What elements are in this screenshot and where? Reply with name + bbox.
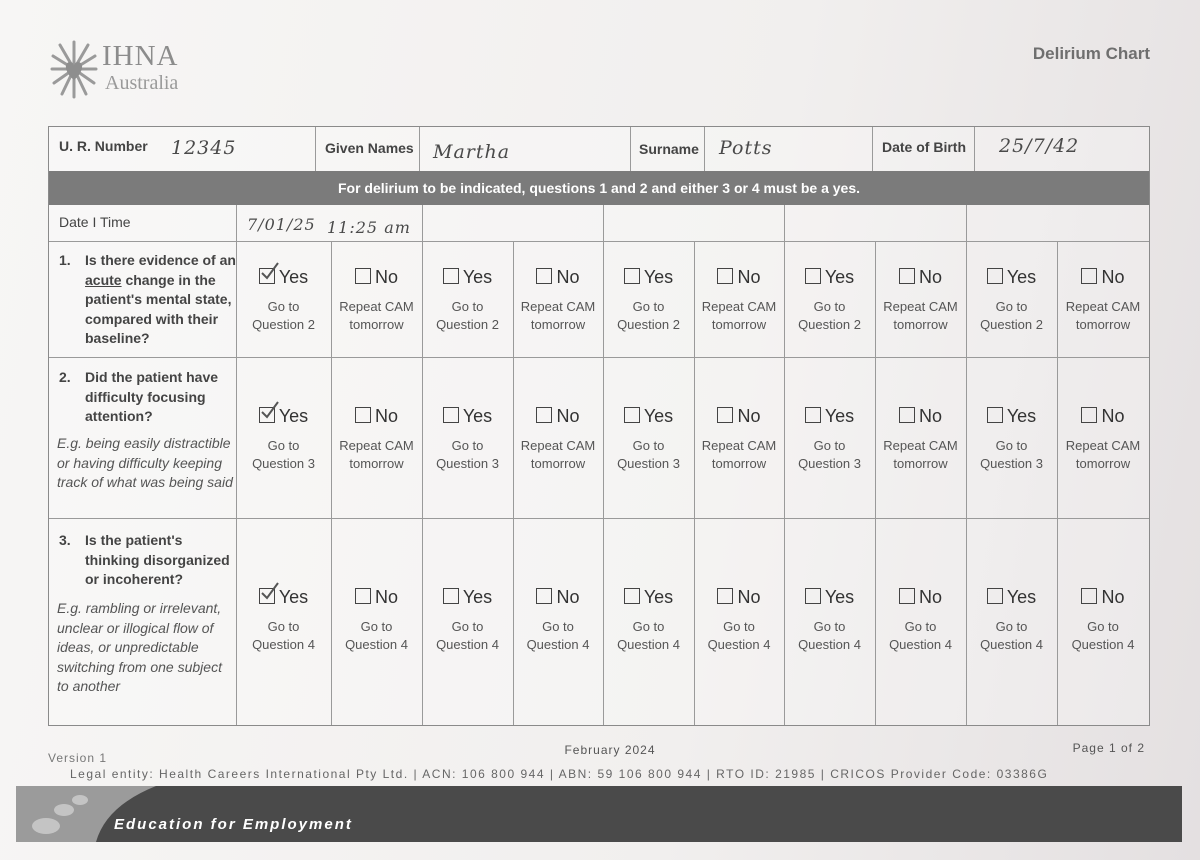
yes-label: Yes xyxy=(824,267,855,287)
question-1-number: 1. xyxy=(59,252,71,268)
instruction-line-1: Go to xyxy=(995,619,1028,634)
q1-col4-no-option xyxy=(875,267,966,333)
instruction-line-2: Question 4 xyxy=(980,636,1043,652)
instruction-line-1: Go to xyxy=(451,619,484,634)
checkbox[interactable] xyxy=(1081,407,1097,423)
question-3-example: E.g. rambling or irrelevant, unclear or illogical flow of ideas, or unpredictable switching from one subject to another xyxy=(57,600,222,694)
yes-label: Yes xyxy=(278,267,309,287)
instruction-line-1: Go to xyxy=(632,619,665,634)
yes-instruction xyxy=(603,298,694,333)
no-instruction xyxy=(331,437,422,472)
no-label: No xyxy=(1101,267,1125,287)
question-3-text: Is the patient's thinking disorganized or incoherent? xyxy=(85,532,230,587)
surname-label: Surname xyxy=(639,141,699,157)
instruction-line-1: Repeat CAM xyxy=(701,299,777,314)
no-instruction xyxy=(331,618,422,653)
instruction-line-2: Question 4 xyxy=(252,636,315,652)
no-label: No xyxy=(556,587,580,607)
checkmark-icon xyxy=(258,400,280,422)
yes-instruction xyxy=(422,618,513,653)
ur-number-label: U. R. Number xyxy=(59,138,148,154)
no-label: No xyxy=(556,406,580,426)
no-choice xyxy=(875,587,966,608)
no-choice xyxy=(331,587,422,608)
no-label: No xyxy=(737,587,761,607)
instruction-line-2: Question 4 xyxy=(889,636,952,652)
surname-value[interactable]: Potts xyxy=(719,137,773,159)
instruction-line-1: Go to xyxy=(723,619,755,634)
date-of-birth-label: Date of Birth xyxy=(882,139,966,155)
question-1-underlined-word: acute xyxy=(85,271,122,288)
q1-col1-yes-option xyxy=(236,267,331,333)
footer-date: February 2024 xyxy=(564,743,656,757)
no-instruction xyxy=(1057,618,1149,653)
yes-instruction xyxy=(422,437,513,472)
no-instruction xyxy=(875,298,966,333)
checkbox[interactable] xyxy=(443,268,459,284)
no-instruction xyxy=(875,437,966,472)
instruction-line-2: Question 2 xyxy=(436,316,499,332)
instruction-line-2: Question 3 xyxy=(436,455,499,471)
instruction-line-2: Question 4 xyxy=(798,636,861,652)
q3-col1-no-option xyxy=(331,587,422,653)
yes-instruction xyxy=(236,437,331,472)
instruction-line-1: Repeat CAM xyxy=(883,299,958,314)
instruction-line-1: Go to xyxy=(995,299,1028,314)
ihna-logo xyxy=(50,38,210,100)
yes-choice xyxy=(236,587,331,608)
no-label: No xyxy=(374,406,398,426)
q1-col1-no-option xyxy=(331,267,422,333)
instruction-line-1: Go to xyxy=(451,438,484,453)
footer-slogan: Education for Employment xyxy=(114,816,353,833)
instruction-line-1: Repeat CAM xyxy=(1065,299,1141,314)
no-choice xyxy=(694,267,784,288)
instruction-line-2: Question 4 xyxy=(345,636,408,652)
checkbox[interactable] xyxy=(355,268,371,284)
yes-choice xyxy=(966,406,1057,427)
checkmark-icon xyxy=(258,581,280,603)
q2-col4-no-option xyxy=(875,406,966,472)
ihna-sunburst-icon xyxy=(50,38,98,100)
yes-label: Yes xyxy=(1006,587,1037,607)
q3-col5-yes-option xyxy=(966,587,1057,653)
instruction-line-2: Question 3 xyxy=(798,455,861,471)
instruction-line-2: Question 2 xyxy=(980,316,1043,332)
checkbox[interactable] xyxy=(805,588,821,604)
yes-instruction xyxy=(603,437,694,472)
yes-choice xyxy=(784,267,875,288)
yes-choice xyxy=(966,587,1057,608)
q1-col2-no-option xyxy=(513,267,603,333)
instruction-line-2: Question 2 xyxy=(617,316,680,332)
q2-col1-no-option xyxy=(331,406,422,472)
question-1-text-start: Is there evidence of an xyxy=(85,252,236,268)
yes-label: Yes xyxy=(643,587,674,607)
legal-entity-line: Legal entity: Health Careers International Pty Ltd. | ACN: 106 800 944 | ABN: 59 106 800 944 | RTO ID: 21985 | CRICOS Provider Code: 03386G xyxy=(70,767,1049,781)
checkbox[interactable] xyxy=(624,407,640,423)
instruction-line-2: Question 3 xyxy=(252,455,315,471)
checkbox[interactable] xyxy=(717,588,733,604)
q3-col3-no-option xyxy=(694,587,784,653)
delirium-form-table xyxy=(48,126,1150,726)
yes-instruction xyxy=(784,298,875,333)
no-instruction xyxy=(1057,437,1149,472)
instruction-line-2: Question 4 xyxy=(617,636,680,652)
instruction-line-1: Go to xyxy=(813,299,846,314)
no-instruction xyxy=(694,437,784,472)
instruction-line-2: tomorrow xyxy=(1075,455,1131,471)
instruction-line-2: Question 2 xyxy=(798,316,861,332)
no-instruction xyxy=(694,618,784,653)
date-of-birth-value[interactable]: 25/7/42 xyxy=(999,135,1080,157)
yes-choice xyxy=(603,587,694,608)
checkbox[interactable] xyxy=(355,588,371,604)
no-instruction xyxy=(513,437,603,472)
instruction-line-1: Go to xyxy=(267,619,300,634)
yes-label: Yes xyxy=(1006,267,1037,287)
yes-choice xyxy=(966,267,1057,288)
instruction-line-2: tomorrow xyxy=(711,316,767,332)
no-choice xyxy=(694,406,784,427)
instruction-line-2: Question 4 xyxy=(436,636,499,652)
checkbox[interactable] xyxy=(536,407,552,423)
no-choice xyxy=(1057,406,1149,427)
instruction-line-2: Question 3 xyxy=(617,455,680,471)
checkbox[interactable] xyxy=(259,268,275,284)
checkmark-icon xyxy=(258,261,280,283)
version-label: Version 1 xyxy=(48,751,108,765)
instruction-banner: For delirium to be indicated, questions 1 and 2 and either 3 or 4 must be a yes. xyxy=(49,171,1149,205)
instruction-line-1: Go to xyxy=(267,299,300,314)
yes-label: Yes xyxy=(643,267,674,287)
instruction-line-2: tomorrow xyxy=(1075,316,1131,332)
instruction-line-2: Question 4 xyxy=(1071,636,1135,652)
yes-choice xyxy=(603,406,694,427)
q3-col4-yes-option xyxy=(784,587,875,653)
yes-label: Yes xyxy=(462,587,493,607)
no-instruction xyxy=(1057,298,1149,333)
no-label: No xyxy=(737,267,761,287)
yes-instruction xyxy=(784,618,875,653)
yes-label: Yes xyxy=(462,267,493,287)
instruction-line-2: tomorrow xyxy=(893,316,948,332)
instruction-line-1: Repeat CAM xyxy=(701,438,777,453)
checkbox[interactable] xyxy=(259,588,275,604)
checkbox[interactable] xyxy=(624,588,640,604)
instruction-line-2: Question 3 xyxy=(980,455,1043,471)
q2-col2-yes-option xyxy=(422,406,513,472)
q2-col3-yes-option xyxy=(603,406,694,472)
q3-col1-yes-option xyxy=(236,587,331,653)
no-label: No xyxy=(737,406,761,426)
yes-instruction xyxy=(966,298,1057,333)
instruction-line-1: Go to xyxy=(1087,619,1119,634)
no-label: No xyxy=(1101,406,1125,426)
yes-choice xyxy=(784,587,875,608)
checkbox[interactable] xyxy=(355,407,371,423)
no-choice xyxy=(513,587,603,608)
yes-choice xyxy=(236,406,331,427)
checkbox[interactable] xyxy=(899,407,915,423)
question-1-text xyxy=(85,251,240,349)
yes-instruction xyxy=(422,298,513,333)
checkbox[interactable] xyxy=(536,588,552,604)
no-choice xyxy=(1057,587,1149,608)
date-entry[interactable]: 7/01/25 xyxy=(247,215,316,234)
instruction-line-1: Go to xyxy=(632,299,665,314)
q2-col2-no-option xyxy=(513,406,603,472)
question-3-number: 3. xyxy=(59,532,71,548)
no-label: No xyxy=(374,587,398,607)
question-2-number: 2. xyxy=(59,369,71,385)
q1-col3-no-option xyxy=(694,267,784,333)
given-names-value[interactable]: Martha xyxy=(433,141,511,163)
no-instruction xyxy=(875,618,966,653)
checkbox[interactable] xyxy=(805,407,821,423)
checkbox[interactable] xyxy=(805,268,821,284)
yes-label: Yes xyxy=(824,406,855,426)
yes-instruction xyxy=(236,618,331,653)
no-choice xyxy=(513,406,603,427)
yes-label: Yes xyxy=(278,406,309,426)
yes-choice xyxy=(603,267,694,288)
no-choice xyxy=(875,406,966,427)
yes-label: Yes xyxy=(462,406,493,426)
no-instruction xyxy=(694,298,784,333)
q3-col4-no-option xyxy=(875,587,966,653)
q2-col3-no-option xyxy=(694,406,784,472)
instruction-line-1: Repeat CAM xyxy=(1065,438,1141,453)
checkbox[interactable] xyxy=(443,407,459,423)
instruction-line-2: Question 4 xyxy=(707,636,771,652)
checkbox[interactable] xyxy=(899,588,915,604)
checkbox[interactable] xyxy=(1081,268,1097,284)
instruction-line-2: Question 4 xyxy=(526,636,590,652)
time-entry[interactable]: 11:25 am xyxy=(327,218,411,237)
instruction-line-1: Repeat CAM xyxy=(520,299,596,314)
checkbox[interactable] xyxy=(987,407,1003,423)
instruction-line-1: Go to xyxy=(813,438,846,453)
yes-instruction xyxy=(966,618,1057,653)
question-2-example: E.g. being easily distractible or having difficulty keeping track of what was being said xyxy=(57,435,233,490)
instruction-line-1: Repeat CAM xyxy=(520,438,596,453)
yes-label: Yes xyxy=(643,406,674,426)
date-time-label: Date I Time xyxy=(59,214,131,230)
logo-subtitle: Australia xyxy=(105,72,179,94)
checkbox[interactable] xyxy=(536,268,552,284)
instruction-line-1: Repeat CAM xyxy=(339,299,414,314)
no-label: No xyxy=(918,267,942,287)
yes-instruction xyxy=(603,618,694,653)
yes-choice xyxy=(784,406,875,427)
q1-col4-yes-option xyxy=(784,267,875,333)
instruction-line-1: Go to xyxy=(451,299,484,314)
instruction-line-1: Go to xyxy=(904,619,937,634)
q3-col2-no-option xyxy=(513,587,603,653)
instruction-line-2: tomorrow xyxy=(893,455,948,471)
ur-number-value[interactable]: 12345 xyxy=(171,137,237,159)
instruction-line-2: Question 2 xyxy=(252,316,315,332)
question-2-text: Did the patient have difficulty focusing attention? xyxy=(85,369,219,424)
instruction-line-1: Go to xyxy=(542,619,574,634)
checkbox[interactable] xyxy=(443,588,459,604)
checkbox[interactable] xyxy=(899,268,915,284)
instruction-line-1: Go to xyxy=(813,619,846,634)
instruction-line-1: Go to xyxy=(632,438,665,453)
no-choice xyxy=(875,267,966,288)
instruction-line-1: Go to xyxy=(360,619,393,634)
checkbox[interactable] xyxy=(624,268,640,284)
no-choice xyxy=(331,406,422,427)
yes-instruction xyxy=(236,298,331,333)
footer-band xyxy=(16,786,1182,842)
checkbox[interactable] xyxy=(717,407,733,423)
instruction-line-1: Go to xyxy=(267,438,300,453)
checkbox[interactable] xyxy=(259,407,275,423)
checkbox[interactable] xyxy=(1081,588,1097,604)
page-number: Page 1 of 2 xyxy=(1072,741,1145,755)
no-choice xyxy=(1057,267,1149,288)
q2-col5-yes-option xyxy=(966,406,1057,472)
no-instruction xyxy=(513,298,603,333)
instruction-line-2: tomorrow xyxy=(530,316,586,332)
no-choice xyxy=(331,267,422,288)
q3-col5-no-option xyxy=(1057,587,1149,653)
instruction-line-1: Repeat CAM xyxy=(339,438,414,453)
yes-instruction xyxy=(784,437,875,472)
q1-col5-yes-option xyxy=(966,267,1057,333)
q2-col5-no-option xyxy=(1057,406,1149,472)
question-1-text-end: change in the patient's mental state, compared with their baseline? xyxy=(85,271,232,346)
q3-col3-yes-option xyxy=(603,587,694,653)
no-label: No xyxy=(1101,587,1125,607)
chart-title: Delirium Chart xyxy=(1032,44,1150,63)
yes-label: Yes xyxy=(1006,406,1037,426)
logo-wordmark: IHNA xyxy=(102,40,179,72)
no-choice xyxy=(513,267,603,288)
yes-label: Yes xyxy=(278,587,309,607)
instruction-line-2: tomorrow xyxy=(530,455,586,471)
no-instruction xyxy=(513,618,603,653)
q1-col2-yes-option xyxy=(422,267,513,333)
instruction-line-2: tomorrow xyxy=(711,455,767,471)
checkbox[interactable] xyxy=(987,268,1003,284)
checkbox[interactable] xyxy=(987,588,1003,604)
yes-instruction xyxy=(966,437,1057,472)
given-names-label: Given Names xyxy=(325,140,414,156)
q2-col4-yes-option xyxy=(784,406,875,472)
yes-choice xyxy=(236,267,331,288)
no-instruction xyxy=(331,298,422,333)
q3-col2-yes-option xyxy=(422,587,513,653)
no-label: No xyxy=(918,587,942,607)
instruction-line-2: tomorrow xyxy=(349,455,404,471)
no-label: No xyxy=(374,267,398,287)
checkbox[interactable] xyxy=(717,268,733,284)
no-choice xyxy=(694,587,784,608)
q1-col3-yes-option xyxy=(603,267,694,333)
yes-label: Yes xyxy=(824,587,855,607)
instruction-line-1: Repeat CAM xyxy=(883,438,958,453)
q2-col1-yes-option xyxy=(236,406,331,472)
instruction-line-1: Go to xyxy=(995,438,1028,453)
yes-choice xyxy=(422,587,513,608)
instruction-line-2: tomorrow xyxy=(349,316,404,332)
q1-col5-no-option xyxy=(1057,267,1149,333)
no-label: No xyxy=(918,406,942,426)
no-label: No xyxy=(556,267,580,287)
yes-choice xyxy=(422,267,513,288)
yes-choice xyxy=(422,406,513,427)
